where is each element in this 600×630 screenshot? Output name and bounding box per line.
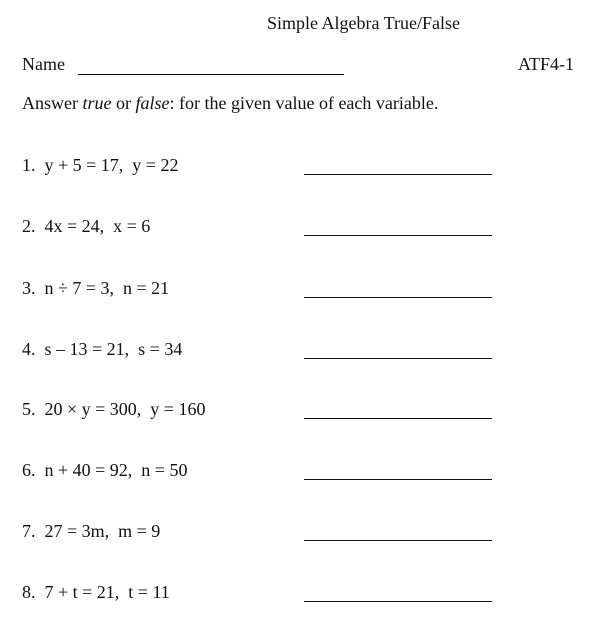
problem-6 [22, 460, 187, 481]
problem-5 [22, 399, 205, 420]
problem-text: 4x = 24, x = 6 [44, 216, 151, 236]
instructions-part3: : for the given value of each variable. [169, 93, 439, 113]
problem-text: n + 40 = 92, n = 50 [44, 460, 188, 480]
problem-number: 6. [22, 460, 36, 480]
problem-number: 1. [22, 155, 36, 175]
instructions [22, 93, 442, 114]
problem-number: 4. [22, 339, 36, 359]
name-label: Name [22, 54, 65, 74]
answer-line-4[interactable] [304, 358, 492, 359]
instructions-part2: or [111, 93, 136, 113]
answer-line-7[interactable] [304, 540, 492, 541]
problem-text: y + 5 = 17, y = 22 [44, 155, 179, 175]
problem-text: 20 × y = 300, y = 160 [44, 399, 206, 419]
answer-line-3[interactable] [304, 297, 492, 298]
problem-7 [22, 521, 160, 542]
problem-4 [22, 339, 182, 360]
problem-3 [22, 278, 169, 299]
problem-text: s – 13 = 21, s = 34 [44, 339, 183, 359]
problem-number: 2. [22, 216, 36, 236]
instructions-part1: Answer [22, 93, 83, 113]
worksheet-title: Simple Algebra True/False [267, 13, 460, 33]
problem-text: n ÷ 7 = 3, n = 21 [44, 278, 170, 298]
instructions-false-word: false [135, 93, 170, 113]
problem-8 [22, 582, 170, 603]
problem-1 [22, 155, 178, 176]
problem-number: 7. [22, 521, 36, 541]
problem-number: 5. [22, 399, 36, 419]
problem-text: 7 + t = 21, t = 11 [44, 582, 170, 602]
name-input-line[interactable] [78, 74, 344, 75]
answer-line-8[interactable] [304, 601, 492, 602]
answer-line-5[interactable] [304, 418, 492, 419]
problem-number: 3. [22, 278, 36, 298]
problem-2 [22, 216, 150, 237]
worksheet-code: ATF4-1 [517, 54, 574, 74]
problem-number: 8. [22, 582, 36, 602]
problem-text: 27 = 3m, m = 9 [44, 521, 161, 541]
answer-line-1[interactable] [304, 174, 492, 175]
answer-line-6[interactable] [304, 479, 492, 480]
instructions-true-word: true [82, 93, 112, 113]
answer-line-2[interactable] [304, 235, 492, 236]
